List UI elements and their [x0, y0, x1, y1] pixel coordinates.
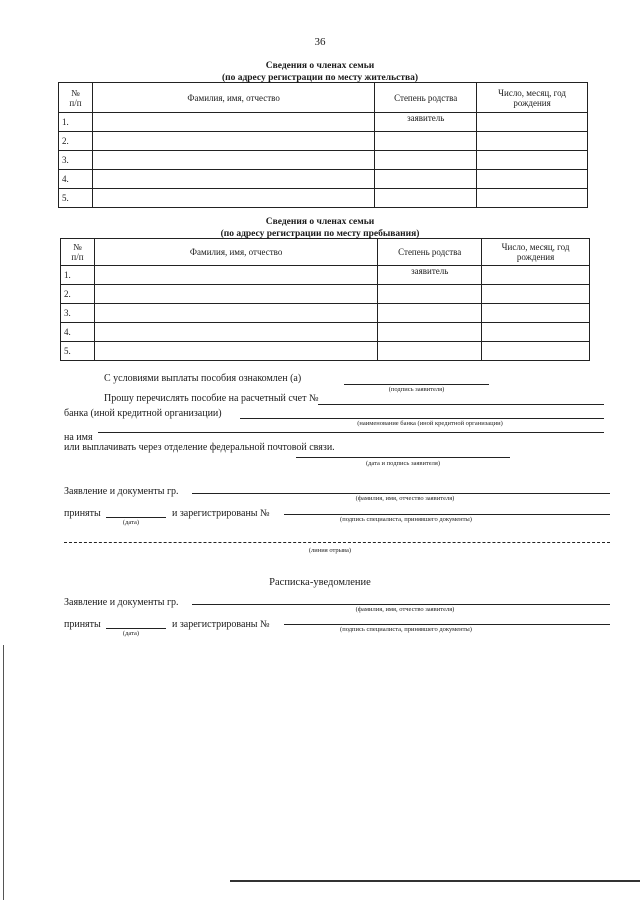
header-fio: Фамилия, имя, отчество	[92, 83, 374, 113]
header-fio: Фамилия, имя, отчество	[94, 239, 377, 266]
table-row	[61, 285, 590, 304]
birthdate-cell[interactable]	[482, 342, 590, 361]
row-num: 5.	[59, 189, 93, 208]
applicant-name-caption: (фамилия, имя, отчество заявителя)	[355, 606, 455, 613]
receipt-title: Расписка-уведомление	[269, 577, 371, 588]
table-row	[61, 342, 590, 361]
relation-cell[interactable]	[378, 323, 482, 342]
accepted-date-caption: (дата)	[122, 519, 140, 526]
docs-label: Заявление и документы гр.	[64, 597, 179, 608]
registration-number-line[interactable]	[284, 514, 610, 515]
row-num: 2.	[59, 132, 93, 151]
fio-cell[interactable]	[92, 189, 374, 208]
relation-cell[interactable]	[375, 132, 477, 151]
section2-subtitle: (по адресу регистрации по месту пребывания)	[220, 229, 420, 239]
section1-subtitle: (по адресу регистрации по месту жительства)	[221, 73, 419, 83]
scan-edge-bottom	[230, 880, 640, 882]
birthdate-cell[interactable]	[477, 151, 588, 170]
birthdate-cell[interactable]	[477, 170, 588, 189]
family-table-stay	[60, 238, 590, 361]
birthdate-cell[interactable]	[477, 189, 588, 208]
bank-name-caption: (наименование банка (иной кредитной организации)	[357, 420, 503, 427]
cut-line-caption: (линия отрыва)	[308, 547, 352, 554]
relation-cell[interactable]	[375, 170, 477, 189]
cut-line	[64, 542, 610, 543]
row-num: 3.	[61, 304, 95, 323]
birthdate-cell[interactable]	[482, 266, 590, 285]
header-num: № п/п	[61, 239, 95, 266]
transfer-text: Прошу перечислять пособие на расчетный счет №	[104, 393, 319, 404]
table-row	[61, 304, 590, 323]
fio-cell[interactable]	[92, 170, 374, 189]
relation-cell[interactable]	[375, 151, 477, 170]
section2-title: Сведения о членах семьи	[265, 217, 375, 227]
fio-cell[interactable]	[94, 266, 377, 285]
accepted-date-line[interactable]	[106, 517, 166, 518]
docs-label: Заявление и документы гр.	[64, 486, 179, 497]
birthdate-cell[interactable]	[477, 132, 588, 151]
fio-cell[interactable]	[94, 304, 377, 323]
header-birthdate: Число, месяц, год рождения	[482, 239, 590, 266]
header-relation: Степень родства	[375, 83, 477, 113]
row-num: 1.	[61, 266, 95, 285]
row-num: 1.	[59, 113, 93, 132]
section1-title: Сведения о членах семьи	[265, 61, 375, 71]
applicant-name-caption: (фамилия, имя, отчество заявителя)	[355, 495, 455, 502]
family-table-residence	[58, 82, 588, 208]
header-relation: Степень родства	[378, 239, 482, 266]
header-num: № п/п	[59, 83, 93, 113]
name-label: на имя	[64, 432, 93, 443]
specialist-signature-caption: (подпись специалиста, принявшего документы)	[340, 626, 472, 633]
account-number-line[interactable]	[318, 404, 604, 405]
fio-cell[interactable]	[94, 323, 377, 342]
fio-cell[interactable]	[92, 151, 374, 170]
table-row	[61, 266, 590, 285]
relation-cell[interactable]: заявитель	[378, 266, 482, 285]
accepted-label: приняты	[64, 619, 101, 630]
relation-cell[interactable]	[378, 342, 482, 361]
relation-cell[interactable]	[378, 304, 482, 323]
applicant-signature-line[interactable]	[344, 384, 489, 385]
relation-cell[interactable]	[375, 189, 477, 208]
fio-cell[interactable]	[94, 285, 377, 304]
applicant-signature-caption: (подпись заявителя)	[388, 386, 445, 393]
table-row	[61, 323, 590, 342]
fio-cell[interactable]	[92, 113, 374, 132]
acquainted-text: С условиями выплаты пособия ознакомлен (а)	[104, 373, 302, 384]
fio-cell[interactable]	[92, 132, 374, 151]
table-row	[59, 151, 588, 170]
specialist-signature-caption: (подпись специалиста, принявшего документы)	[340, 516, 472, 523]
table-row	[59, 132, 588, 151]
table-row	[59, 189, 588, 208]
birthdate-cell[interactable]	[477, 113, 588, 132]
relation-cell[interactable]	[378, 285, 482, 304]
header-birthdate: Число, месяц, год рождения	[477, 83, 588, 113]
account-holder-line[interactable]	[98, 432, 604, 433]
registration-number-line[interactable]	[284, 624, 610, 625]
row-num: 2.	[61, 285, 95, 304]
applicant-name-line[interactable]	[192, 604, 610, 605]
row-num: 4.	[61, 323, 95, 342]
accepted-date-caption: (дата)	[122, 630, 140, 637]
fio-cell[interactable]	[94, 342, 377, 361]
applicant-name-line[interactable]	[192, 493, 610, 494]
accepted-label: приняты	[64, 508, 101, 519]
post-office-text: или выплачивать через отделение федеральной почтовой связи.	[64, 442, 335, 453]
table-row	[59, 113, 588, 132]
page-number: 36	[314, 36, 326, 48]
accepted-date-line[interactable]	[106, 628, 166, 629]
bank-label: банка (иной кредитной организации)	[64, 408, 222, 419]
registered-label: и зарегистрированы №	[172, 619, 270, 630]
relation-cell[interactable]: заявитель	[375, 113, 477, 132]
row-num: 4.	[59, 170, 93, 189]
birthdate-cell[interactable]	[482, 304, 590, 323]
birthdate-cell[interactable]	[482, 285, 590, 304]
birthdate-cell[interactable]	[482, 323, 590, 342]
bank-name-line[interactable]	[240, 418, 604, 419]
date-signature-line[interactable]	[296, 457, 510, 458]
row-num: 3.	[59, 151, 93, 170]
scan-edge-left	[3, 645, 4, 900]
registered-label: и зарегистрированы №	[172, 508, 270, 519]
date-signature-caption: (дата и подпись заявителя)	[365, 460, 441, 467]
row-num: 5.	[61, 342, 95, 361]
table-row	[59, 170, 588, 189]
